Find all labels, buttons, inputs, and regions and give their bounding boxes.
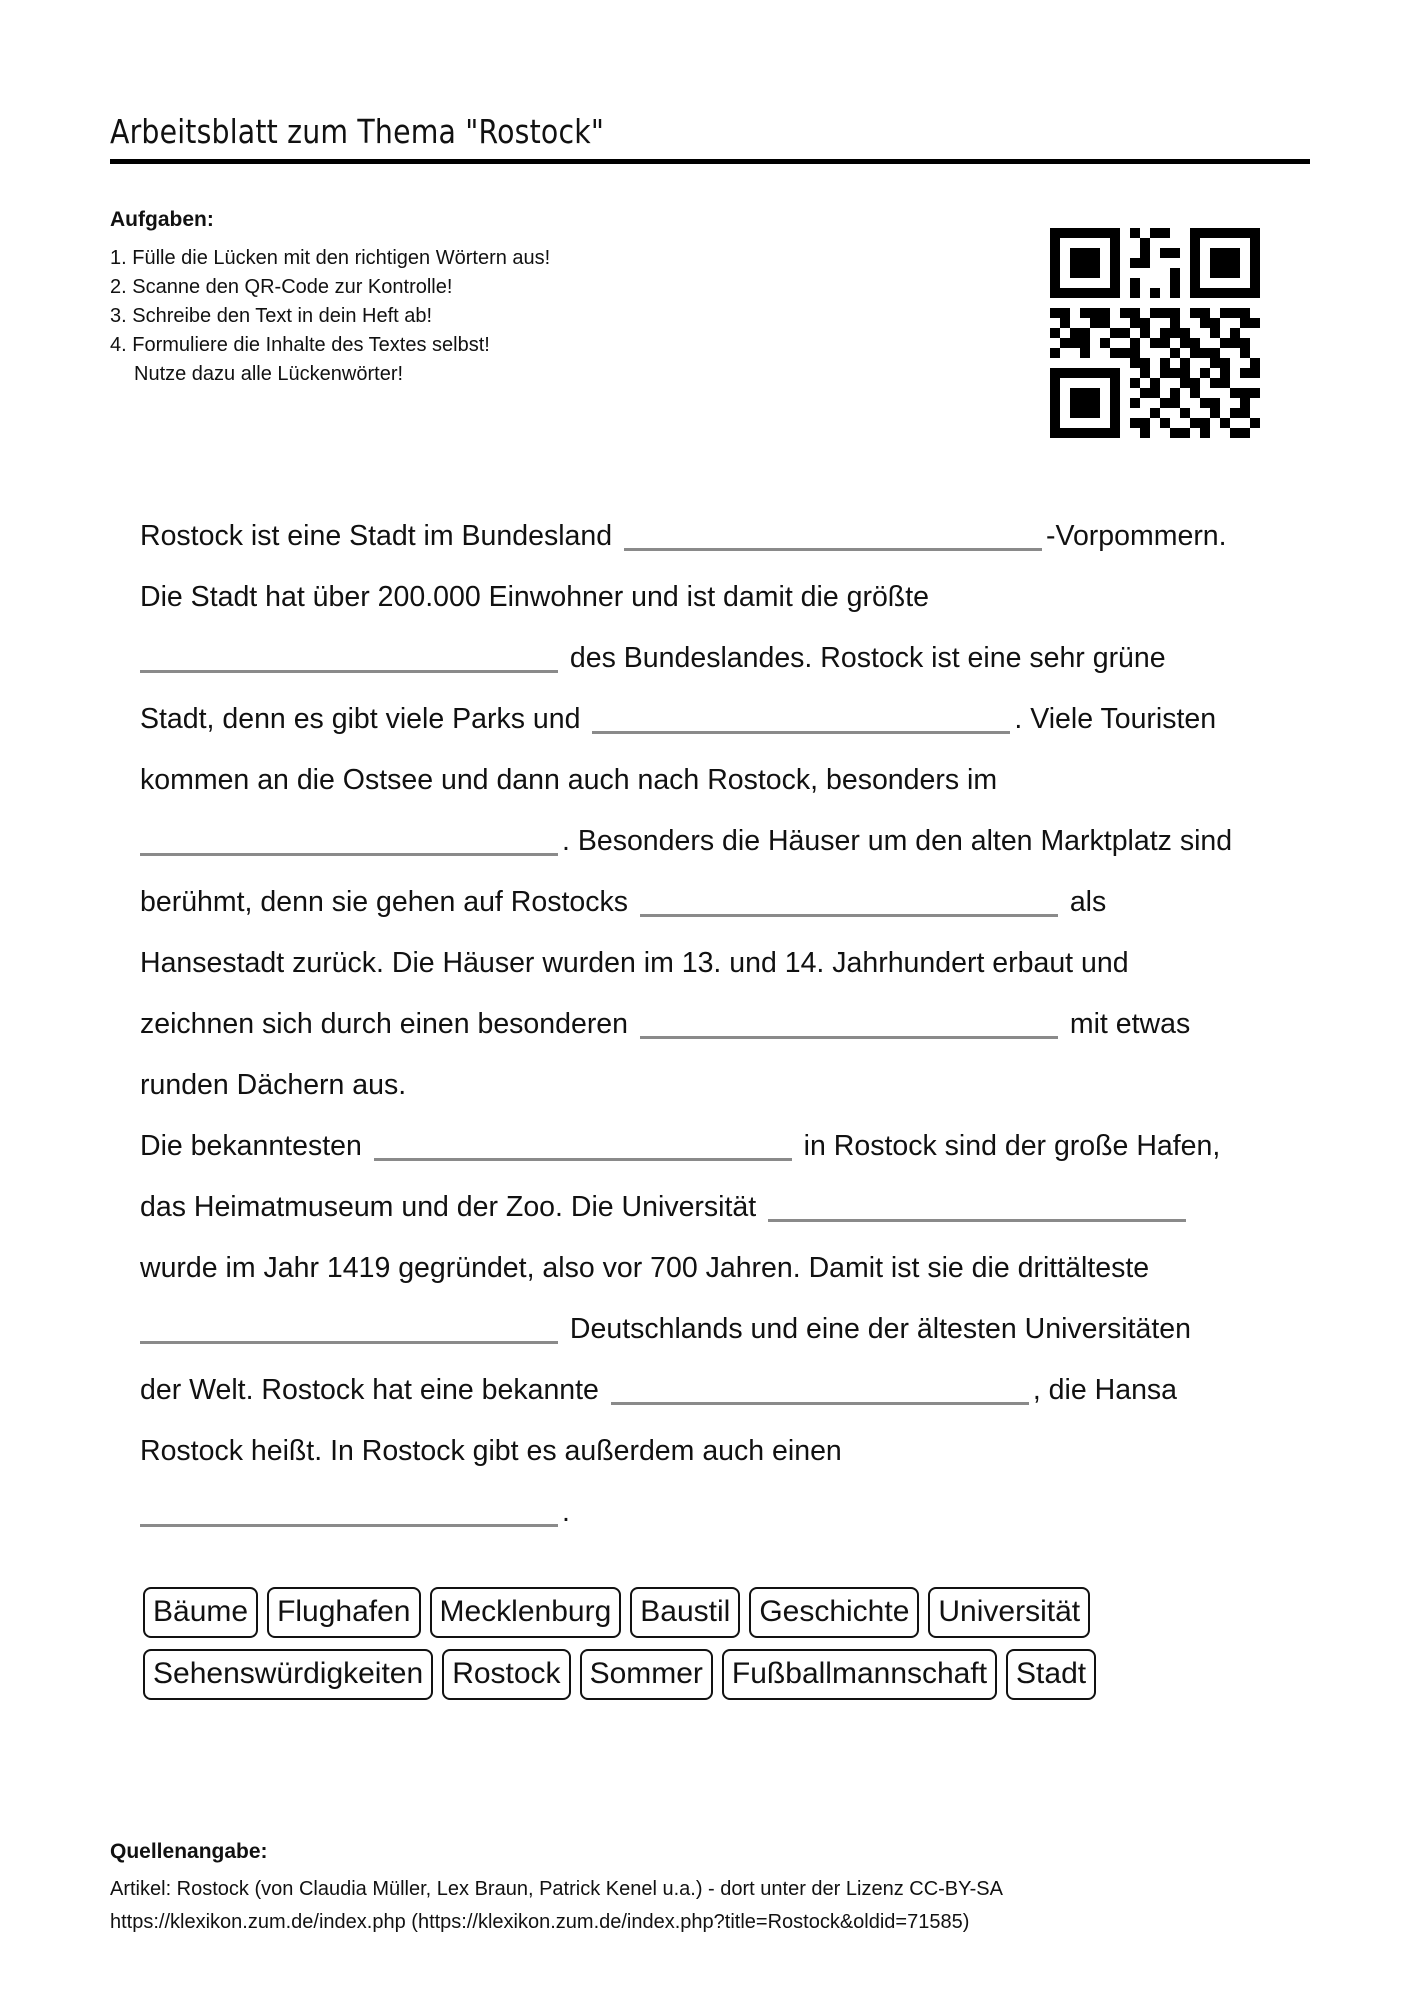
blank-field[interactable]: [640, 1008, 1058, 1039]
title-divider: [110, 159, 1310, 164]
blank-field[interactable]: [374, 1130, 792, 1161]
text-segment: Deutschlands und eine der ältesten Universitäten: [569, 1313, 1191, 1345]
word-chip[interactable]: Universität: [928, 1587, 1090, 1638]
source-citation: Artikel: Rostock (von Claudia Müller, Lex Braun, Patrick Kenel u.a.) - dort unter der Lizenz CC-BY-SA: [110, 1878, 1003, 1900]
word-chip[interactable]: Baustil: [630, 1587, 740, 1638]
word-chip[interactable]: Flughafen: [267, 1587, 420, 1638]
text-segment: . Viele Touristen: [1014, 703, 1217, 735]
word-chip[interactable]: Sehenswürdigkeiten: [143, 1649, 433, 1700]
text-segment: .: [562, 1496, 570, 1528]
text-segment: in Rostock sind der große Hafen,: [803, 1130, 1221, 1162]
blank-field[interactable]: [768, 1191, 1186, 1222]
cloze-text: [140, 506, 1310, 1543]
text-segment: Rostock heißt. In Rostock gibt es außerdem auch einen: [140, 1435, 842, 1467]
blank-field[interactable]: [140, 642, 558, 673]
blank-field[interactable]: [611, 1374, 1029, 1405]
text-segment: wurde im Jahr 1419 gegründet, also vor 700 Jahren. Damit ist sie die drittälteste: [140, 1252, 1150, 1284]
text-segment: mit etwas: [1069, 1008, 1191, 1040]
text-segment: kommen an die Ostsee und dann auch nach Rostock, besonders im: [140, 764, 998, 796]
task-item: 4. Formuliere die Inhalte des Textes selbst!: [110, 334, 490, 356]
word-bank: [143, 1587, 1293, 1711]
text-segment: runden Dächern aus.: [140, 1069, 407, 1101]
word-chip[interactable]: Sommer: [580, 1649, 713, 1700]
text-segment: Hansestadt zurück. Die Häuser wurden im 13. und 14. Jahrhundert erbaut und: [140, 947, 1129, 979]
source-block: [110, 1873, 1003, 1939]
task-item: Nutze dazu alle Lückenwörter!: [134, 363, 404, 385]
blank-field[interactable]: [140, 825, 558, 856]
blank-field[interactable]: [624, 520, 1042, 551]
blank-field[interactable]: [140, 1496, 558, 1527]
page-title: Arbeitsblatt zum Thema "Rostock": [110, 112, 605, 151]
text-segment: . Besonders die Häuser um den alten Marktplatz sind: [562, 825, 1233, 857]
word-chip[interactable]: Fußballmannschaft: [722, 1649, 997, 1700]
word-bank-row: [143, 1587, 1293, 1638]
text-segment: als: [1069, 886, 1107, 918]
word-bank-row: [143, 1649, 1293, 1700]
qr-code-icon: [1050, 228, 1260, 438]
text-segment: -Vorpommern.: [1046, 520, 1227, 552]
word-chip[interactable]: Geschichte: [749, 1587, 919, 1638]
word-chip[interactable]: Rostock: [442, 1649, 570, 1700]
task-item: 2. Scanne den QR-Code zur Kontrolle!: [110, 276, 453, 298]
source-link[interactable]: https://klexikon.zum.de/index.php (https://klexikon.zum.de/index.php?title=Rostock&oldid=71585): [110, 1911, 970, 1933]
text-segment: berühmt, denn sie gehen auf Rostocks: [140, 886, 628, 918]
text-segment: des Bundeslandes. Rostock ist eine sehr grüne: [569, 642, 1166, 674]
text-segment: zeichnen sich durch einen besonderen: [140, 1008, 629, 1040]
blank-field[interactable]: [592, 703, 1010, 734]
task-item: 3. Schreibe den Text in dein Heft ab!: [110, 305, 433, 327]
text-segment: Stadt, denn es gibt viele Parks und: [140, 703, 581, 735]
tasks-heading: Aufgaben:: [110, 208, 214, 231]
text-segment: Die Stadt hat über 200.000 Einwohner und ist damit die größte: [140, 581, 929, 613]
text-segment: Die bekanntesten: [140, 1130, 362, 1162]
blank-field[interactable]: [140, 1313, 558, 1344]
task-item: 1. Fülle die Lücken mit den richtigen Wörtern aus!: [110, 247, 551, 269]
blank-field[interactable]: [640, 886, 1058, 917]
text-segment: der Welt. Rostock hat eine bekannte: [140, 1374, 599, 1406]
word-chip[interactable]: Mecklenburg: [430, 1587, 622, 1638]
task-list: [110, 244, 550, 389]
text-segment: , die Hansa: [1032, 1374, 1178, 1406]
text-segment: das Heimatmuseum und der Zoo. Die Universität: [140, 1191, 757, 1223]
source-heading: Quellenangabe:: [110, 1840, 268, 1863]
word-chip[interactable]: Bäume: [143, 1587, 258, 1638]
word-chip[interactable]: Stadt: [1006, 1649, 1096, 1700]
text-segment: Rostock ist eine Stadt im Bundesland: [140, 520, 613, 552]
